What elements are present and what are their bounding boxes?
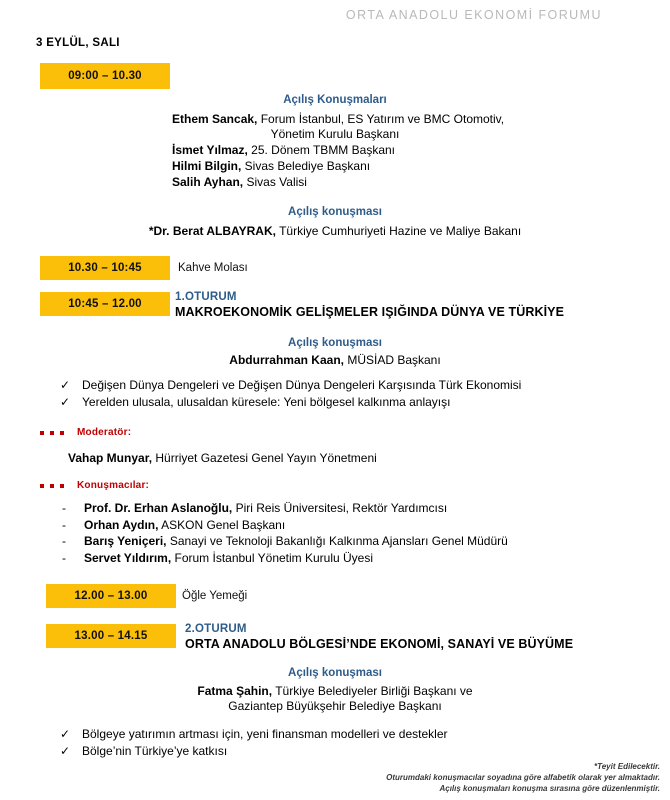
opening-speaker-3-title: Sivas Belediye Başkanı — [241, 159, 371, 173]
time-badge-session1: 10:45 – 12.00 — [40, 292, 170, 316]
moderator-title: Hürriyet Gazetesi Genel Yayın Yönetmeni — [152, 451, 377, 465]
opening-keynote-name: *Dr. Berat ALBAYRAK, — [148, 224, 276, 238]
moderator-person — [68, 450, 377, 467]
list-item — [60, 726, 448, 743]
session2-keynote-title2: Gaziantep Büyükşehir Belediye Başkanı — [228, 699, 442, 713]
session1-speaker-2 — [84, 517, 285, 534]
time-badge-opening: 09:00 – 10.30 — [40, 63, 170, 89]
opening-speaker-4 — [172, 175, 307, 191]
date-heading: 3 EYLÜL, SALI — [36, 37, 120, 49]
list-item — [62, 517, 508, 534]
footnote-2: Oturumdaki konuşmacılar soyadına göre alfabetik olarak yer almaktadır. — [386, 773, 660, 782]
session2-keynote-heading: Açılış konuşması — [288, 667, 382, 679]
time-badge-lunch: 12.00 – 13.00 — [46, 584, 176, 608]
time-badge-session2: 13.00 – 14.15 — [46, 624, 176, 648]
session1-topic-2: Yerelden ulusala, ulusaldan küresele: Yeni bölgesel kalkınma anlayışı — [82, 394, 451, 409]
footnotes — [386, 761, 660, 794]
list-item — [60, 377, 521, 394]
speakers-marker-label — [40, 480, 149, 491]
session2-keynote-title-line2 — [0, 699, 670, 715]
dash-icon: - — [62, 501, 66, 515]
dash-icon: - — [62, 534, 66, 548]
opening-speaker-1-title-cont: Yönetim Kurulu Başkanı — [270, 127, 400, 141]
opening-keynote-title: Türkiye Cumhuriyeti Hazine ve Maliye Bakanı — [275, 224, 522, 238]
session1-speaker-1-name: Prof. Dr. Erhan Aslanoğlu, — [84, 501, 233, 515]
session1-speaker-3-name: Barış Yeniçeri, — [84, 534, 167, 548]
session1-speaker-3-title: Sanayi ve Teknoloji Bakanlığı Kalkınma Ajansları Genel Müdürü — [166, 534, 508, 548]
opening-speaker-2 — [172, 143, 395, 159]
session1-speaker-2-title: ASKON Genel Başkanı — [158, 517, 286, 532]
opening-speaker-2-name: İsmet Yılmaz, — [172, 143, 248, 157]
session1-speaker-4-name: Servet Yıldırım, — [84, 550, 172, 565]
session2-topics-list — [60, 726, 448, 759]
session1-keynote-heading: Açılış konuşması — [288, 337, 382, 349]
list-item — [62, 533, 508, 550]
opening-keynote-heading: Açılış konuşması — [288, 206, 382, 218]
opening-speaker-1-title: Forum İstanbul, ES Yatırım ve BMC Otomotiv, — [257, 112, 505, 126]
session1-speaker-4-title: Forum İstanbul Yönetim Kurulu Üyesi — [171, 550, 374, 565]
opening-speaker-1-line2 — [0, 127, 670, 143]
session1-topics-list — [60, 377, 521, 410]
session2-keynote-speaker — [0, 684, 670, 700]
check-icon: ✓ — [60, 743, 71, 758]
session1-speaker-3 — [84, 533, 508, 550]
session1-number: 1.OTURUM — [175, 291, 237, 303]
session1-keynote-title: MÜSİAD Başkanı — [343, 353, 441, 367]
opening-speaker-1 — [172, 112, 504, 128]
footnote-1: *Teyit Edilecektir. — [594, 762, 660, 771]
list-item — [60, 743, 448, 760]
opening-speeches-heading: Açılış Konuşmaları — [283, 94, 387, 106]
check-icon: ✓ — [60, 394, 71, 409]
dash-icon: - — [62, 550, 66, 565]
session1-speaker-4 — [84, 550, 373, 567]
session2-topic-1: Bölgeye yatırımın artması için, yeni finansman modelleri ve destekler — [82, 727, 448, 741]
list-item — [62, 500, 508, 517]
list-item — [60, 394, 521, 411]
time-badge-coffee: 10.30 – 10:45 — [40, 256, 170, 280]
opening-speaker-2-title: 25. Dönem TBMM Başkanı — [247, 143, 395, 157]
opening-speaker-3-name: Hilmi Bilgin, — [172, 159, 242, 173]
check-icon: ✓ — [60, 378, 71, 392]
session1-speakers-list — [62, 500, 508, 566]
moderator-name: Vahap Munyar, — [68, 451, 153, 465]
square-dot-icon — [40, 431, 70, 435]
session2-topic-2: Bölge’nin Türkiye’ye katkısı — [82, 743, 228, 758]
lunch-label: Öğle Yemeği — [182, 590, 248, 602]
session1-keynote-speaker — [0, 353, 670, 369]
session2-number: 2.OTURUM — [185, 623, 247, 635]
session2-title: ORTA ANADOLU BÖLGESİ’NDE EKONOMİ, SANAYİ VE BÜYÜME — [185, 637, 574, 651]
opening-speaker-4-title: Sivas Valisi — [243, 175, 307, 189]
moderator-marker-label — [40, 427, 131, 438]
session1-keynote-name: Abdurrahman Kaan, — [229, 353, 344, 367]
opening-speaker-3 — [172, 159, 370, 175]
opening-keynote-speaker — [0, 224, 670, 240]
check-icon: ✓ — [60, 727, 71, 741]
document-header-title: ORTA ANADOLU EKONOMİ FORUMU — [345, 8, 602, 22]
moderator-label-text: Moderatör: — [77, 427, 132, 438]
coffee-break-label: Kahve Molası — [178, 262, 248, 274]
session2-keynote-name: Fatma Şahin, — [197, 684, 273, 698]
session1-speaker-2-name: Orhan Aydın, — [84, 517, 159, 532]
dash-icon: - — [62, 517, 66, 532]
speakers-label-text: Konuşmacılar: — [77, 480, 150, 491]
square-dot-icon — [40, 484, 70, 488]
session1-topic-1: Değişen Dünya Dengeleri ve Değişen Dünya Dengeleri Karşısında Türk Ekonomisi — [82, 378, 522, 392]
opening-speaker-4-name: Salih Ayhan, — [172, 175, 244, 189]
session2-keynote-title: Türkiye Belediyeler Birliği Başkanı ve — [272, 684, 473, 698]
opening-speaker-1-name: Ethem Sancak, — [172, 112, 258, 126]
session1-speaker-1-title: Piri Reis Üniversitesi, Rektör Yardımcısı — [232, 501, 448, 515]
session1-title: MAKROEKONOMİK GELİŞMELER IŞIĞINDA DÜNYA VE TÜRKİYE — [175, 305, 565, 319]
session1-speaker-1 — [84, 500, 447, 517]
list-item — [62, 550, 508, 567]
footnote-3: Açılış konuşmaları konuşma sırasına göre düzenlenmiştir. — [439, 784, 660, 793]
